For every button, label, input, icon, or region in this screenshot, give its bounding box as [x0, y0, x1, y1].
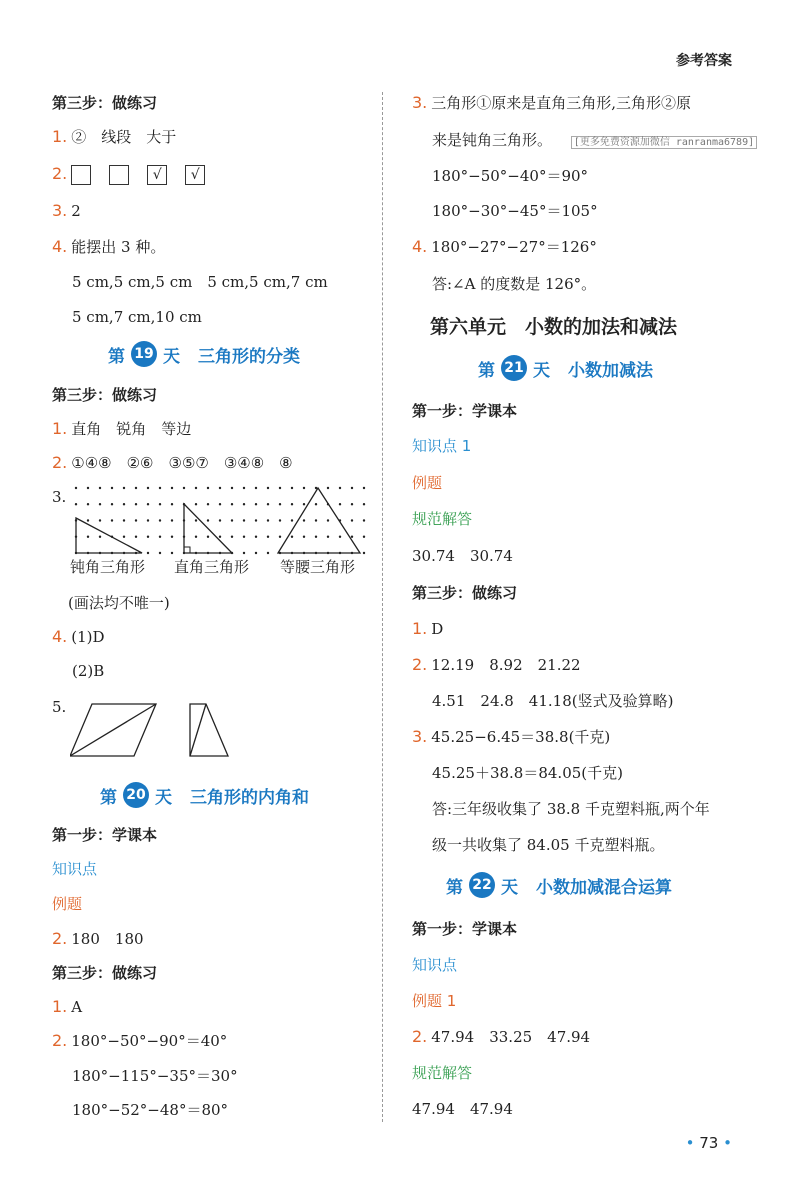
- grid-dot: [339, 487, 341, 489]
- grid-dot: [87, 503, 89, 505]
- answer-number: 2.: [52, 929, 68, 948]
- answer-line: [432, 129, 757, 154]
- dot-grid: [75, 487, 365, 554]
- right-triangle-shape: [184, 504, 232, 553]
- dot-icon: •: [685, 1134, 695, 1152]
- grid-dot: [243, 519, 245, 521]
- answer-text: ② 线段 大于: [71, 128, 177, 146]
- grid-dot: [291, 487, 293, 489]
- day-21-title: [478, 355, 653, 381]
- answer-line: 47.94 47.94: [412, 1100, 513, 1118]
- grid-dot: [99, 519, 101, 521]
- grid-dot: [135, 503, 137, 505]
- grid-dot: [87, 487, 89, 489]
- grid-dot: [243, 503, 245, 505]
- grid-dot: [207, 487, 209, 489]
- day-prefix: 第: [100, 787, 117, 808]
- answer-number: 2.: [52, 164, 68, 183]
- day-suffix: 天: [533, 360, 550, 381]
- answer-text: 直角 锐角 等边: [71, 420, 192, 438]
- answer-number: 4.: [412, 237, 428, 256]
- triangle-label-isosceles: 等腰三角形: [280, 558, 356, 576]
- grid-dot: [327, 519, 329, 521]
- grid-dot: [327, 487, 329, 489]
- day-topic: 三角形的分类: [198, 346, 300, 367]
- answer-text: 180 180: [71, 930, 144, 948]
- grid-dot: [231, 503, 233, 505]
- answer-2: [52, 452, 293, 474]
- grid-dot: [279, 503, 281, 505]
- grid-dot: [123, 519, 125, 521]
- trapezoid-diagonal: [190, 704, 206, 756]
- answer-1: [52, 418, 191, 440]
- grid-dot: [339, 503, 341, 505]
- grid-dot: [171, 552, 173, 554]
- grid-dot: [231, 487, 233, 489]
- grid-dot: [171, 536, 173, 538]
- grid-dot: [87, 519, 89, 521]
- grid-dot: [99, 503, 101, 505]
- answer-text: 180°−50°−90°＝40°: [71, 1032, 228, 1050]
- grid-dot: [315, 536, 317, 538]
- grid-dot: [255, 536, 257, 538]
- grid-dot: [303, 519, 305, 521]
- grid-dot: [87, 536, 89, 538]
- grid-dot: [99, 487, 101, 489]
- day-22-title: [446, 872, 672, 898]
- right-angle-mark: [184, 547, 190, 553]
- answer-1: [412, 618, 443, 640]
- parallelogram-diagonal: [70, 704, 156, 756]
- grid-dot: [147, 519, 149, 521]
- check-box-2: [109, 165, 129, 185]
- grid-dot: [279, 536, 281, 538]
- watermark-text: [更多免费资源加微信 ranranma6789]: [571, 136, 757, 149]
- answer-text: 47.94 33.25 47.94: [431, 1028, 591, 1046]
- day-topic: 三角形的内角和: [190, 787, 309, 808]
- check-box-1: [71, 165, 91, 185]
- grid-dot: [303, 536, 305, 538]
- grid-dot: [255, 519, 257, 521]
- step-heading: 第三步：做练习: [412, 584, 518, 602]
- example-label: 例题 1: [412, 992, 457, 1010]
- answer-number: 3.: [412, 93, 428, 112]
- answer-text: 来是钝角三角形。: [432, 131, 553, 149]
- step-heading: 第三步：做练习: [52, 386, 158, 404]
- day-topic: 小数加减法: [568, 360, 653, 381]
- answer-number: 4.: [52, 237, 68, 256]
- grid-dot: [183, 487, 185, 489]
- grid-dot: [195, 519, 197, 521]
- day-number-badge: 22: [469, 872, 495, 898]
- grid-dot: [279, 487, 281, 489]
- example-label: 例题: [412, 474, 443, 492]
- answer-line: 级一共收集了 84.05 千克塑料瓶。: [432, 836, 665, 854]
- page-header-title: 参考答案: [676, 53, 732, 69]
- answer-number: 3.: [52, 488, 67, 506]
- answer-line: 180°−52°−48°＝80°: [72, 1101, 229, 1119]
- grid-dot: [255, 487, 257, 489]
- grid-dot: [231, 536, 233, 538]
- grid-dot: [303, 487, 305, 489]
- step-heading: 第一步：学课本: [412, 920, 518, 938]
- grid-dot: [291, 519, 293, 521]
- grid-dot: [267, 503, 269, 505]
- grid-dot: [315, 503, 317, 505]
- answer-2: [412, 654, 581, 676]
- answer-text: A: [71, 998, 83, 1016]
- page-number-value: 73: [699, 1134, 719, 1152]
- answer-line: 4.51 24.8 41.18(竖式及验算略): [432, 692, 674, 710]
- standard-answer-label: 规范解答: [412, 1064, 473, 1082]
- knowledge-point-label: 知识点: [52, 860, 98, 878]
- day-20-title: [100, 782, 309, 808]
- grid-dot: [255, 503, 257, 505]
- grid-dot: [135, 487, 137, 489]
- grid-dot: [207, 519, 209, 521]
- answer-2: [52, 1030, 227, 1052]
- answer-text: (1)D: [71, 628, 105, 646]
- grid-dot: [159, 536, 161, 538]
- grid-dot: [243, 536, 245, 538]
- answer-text: 45.25−6.45＝38.8(千克): [431, 728, 611, 746]
- obtuse-triangle-shape: [76, 518, 142, 553]
- grid-dot: [99, 536, 101, 538]
- trapezoid-shape: [190, 704, 228, 756]
- step-heading: 第一步：学课本: [412, 402, 518, 420]
- grid-dot: [207, 536, 209, 538]
- grid-dot: [75, 503, 77, 505]
- grid-dot: [291, 503, 293, 505]
- answer-number: 3.: [52, 201, 68, 220]
- answer-line: 答:三年级收集了 38.8 千克塑料瓶,两个年: [432, 800, 710, 818]
- day-suffix: 天: [501, 877, 518, 898]
- grid-dot: [363, 552, 365, 554]
- triangle-label-obtuse: 钝角三角形: [70, 558, 146, 576]
- day-suffix: 天: [163, 346, 180, 367]
- unit-6-title: 第六单元 小数的加法和减法: [430, 316, 678, 338]
- drawing-note: (画法均不唯一): [68, 594, 170, 612]
- grid-dot: [363, 487, 365, 489]
- grid-dot: [339, 536, 341, 538]
- grid-dot: [123, 503, 125, 505]
- triangle-label-right: 直角三角形: [174, 558, 250, 576]
- answer-3: [412, 726, 610, 748]
- grid-dot: [171, 503, 173, 505]
- step-heading: 第三步：做练习: [52, 94, 158, 112]
- grid-dot: [327, 536, 329, 538]
- grid-dot: [243, 552, 245, 554]
- grid-dot: [135, 519, 137, 521]
- answer-2: [412, 1026, 590, 1048]
- grid-dot: [147, 503, 149, 505]
- answer-number: 2.: [52, 453, 68, 472]
- grid-dot: [351, 536, 353, 538]
- answer-text: 三角形①原来是直角三角形,三角形②原: [431, 94, 692, 112]
- grid-dot: [123, 487, 125, 489]
- grid-dot: [267, 552, 269, 554]
- grid-dot: [219, 487, 221, 489]
- grid-dot: [147, 552, 149, 554]
- grid-dot: [267, 536, 269, 538]
- day-prefix: 第: [478, 360, 495, 381]
- grid-dot: [195, 503, 197, 505]
- answer-text: 12.19 8.92 21.22: [431, 656, 581, 674]
- answer-line: (2)B: [72, 662, 105, 680]
- knowledge-point-label: 知识点: [412, 956, 458, 974]
- grid-dot: [147, 536, 149, 538]
- answer-3: [412, 92, 691, 114]
- grid-dot: [159, 519, 161, 521]
- grid-dot: [291, 536, 293, 538]
- answer-line: 180°−30°−45°＝105°: [432, 202, 598, 220]
- grid-dot: [111, 487, 113, 489]
- answer-number: 2.: [52, 1031, 68, 1050]
- grid-dot: [171, 487, 173, 489]
- check-box-3: √: [147, 165, 167, 185]
- grid-dot: [135, 536, 137, 538]
- answer-text: 180°−27°−27°＝126°: [431, 238, 597, 256]
- step-heading: 第三步：做练习: [52, 964, 158, 982]
- answer-number: 2.: [412, 655, 428, 674]
- answer-text: 2: [71, 202, 81, 220]
- answer-text: D: [431, 620, 444, 638]
- standard-answer-label: 规范解答: [412, 510, 473, 528]
- answer-1: [52, 126, 176, 148]
- grid-dot: [147, 487, 149, 489]
- grid-dot: [255, 552, 257, 554]
- grid-dot: [231, 519, 233, 521]
- grid-dot: [159, 503, 161, 505]
- grid-dot: [195, 536, 197, 538]
- grid-dot: [351, 503, 353, 505]
- grid-dot: [159, 552, 161, 554]
- day-topic: 小数加减混合运算: [536, 877, 672, 898]
- answer-2: [52, 928, 144, 950]
- answer-number: 5.: [52, 698, 67, 716]
- grid-dot: [351, 519, 353, 521]
- day-number-badge: 19: [131, 341, 157, 367]
- dot-grid-triangles: [72, 482, 372, 560]
- answer-number: 2.: [412, 1027, 428, 1046]
- page-number: [686, 1134, 732, 1152]
- grid-dot: [303, 503, 305, 505]
- step-heading: 第一步：学课本: [52, 826, 158, 844]
- answer-number: 1.: [52, 419, 68, 438]
- answer-number: 3.: [412, 727, 428, 746]
- answer-line: 180°−115°−35°＝30°: [72, 1067, 238, 1085]
- answer-1: [52, 996, 82, 1018]
- answer-line: 5 cm,7 cm,10 cm: [72, 308, 202, 326]
- isosceles-triangle-shape: [278, 488, 360, 553]
- grid-dot: [243, 487, 245, 489]
- grid-dot: [351, 487, 353, 489]
- answer-4: [52, 626, 105, 648]
- answer-line: 30.74 30.74: [412, 547, 513, 565]
- grid-dot: [123, 536, 125, 538]
- answer-text: ①④⑧ ②⑥ ③⑤⑦ ③④⑧ ⑧: [71, 454, 293, 472]
- grid-dot: [219, 536, 221, 538]
- grid-dot: [207, 503, 209, 505]
- day-number-badge: 21: [501, 355, 527, 381]
- answer-text: 能摆出 3 种。: [71, 238, 166, 256]
- grid-dot: [267, 487, 269, 489]
- grid-dot: [267, 519, 269, 521]
- column-divider: [382, 92, 383, 1122]
- knowledge-point-label: 知识点 1: [412, 437, 472, 455]
- answer-4: [52, 236, 165, 258]
- answer-line: 180°−50°−40°＝90°: [432, 167, 589, 185]
- answer-line: 5 cm,5 cm,5 cm 5 cm,5 cm,7 cm: [72, 273, 328, 291]
- day-prefix: 第: [446, 877, 463, 898]
- grid-dot: [363, 519, 365, 521]
- grid-dot: [279, 519, 281, 521]
- answer-line: 45.25＋38.8＝84.05(千克): [432, 764, 623, 782]
- grid-dot: [111, 503, 113, 505]
- answer-4: [412, 236, 597, 258]
- grid-dot: [195, 487, 197, 489]
- answer-number: 4.: [52, 627, 68, 646]
- answer-2-checkboxes: [52, 163, 223, 185]
- example-label: 例题: [52, 895, 83, 913]
- day-suffix: 天: [155, 787, 172, 808]
- grid-dot: [219, 519, 221, 521]
- grid-dot: [171, 519, 173, 521]
- grid-dot: [219, 503, 221, 505]
- grid-dot: [75, 487, 77, 489]
- answer-number: 1.: [52, 997, 68, 1016]
- grid-dot: [315, 519, 317, 521]
- answer-line: 答:∠A 的度数是 126°。: [432, 275, 597, 293]
- day-number-badge: 20: [123, 782, 149, 808]
- grid-dot: [363, 503, 365, 505]
- grid-dot: [111, 519, 113, 521]
- answer-number: 1.: [412, 619, 428, 638]
- answer-number: 1.: [52, 127, 68, 146]
- day-prefix: 第: [108, 346, 125, 367]
- quadrilateral-figures: [70, 700, 250, 760]
- grid-dot: [363, 536, 365, 538]
- check-box-4: √: [185, 165, 205, 185]
- answer-3: [52, 200, 81, 222]
- day-19-title: [108, 341, 300, 367]
- dot-icon: •: [723, 1134, 732, 1152]
- grid-dot: [159, 487, 161, 489]
